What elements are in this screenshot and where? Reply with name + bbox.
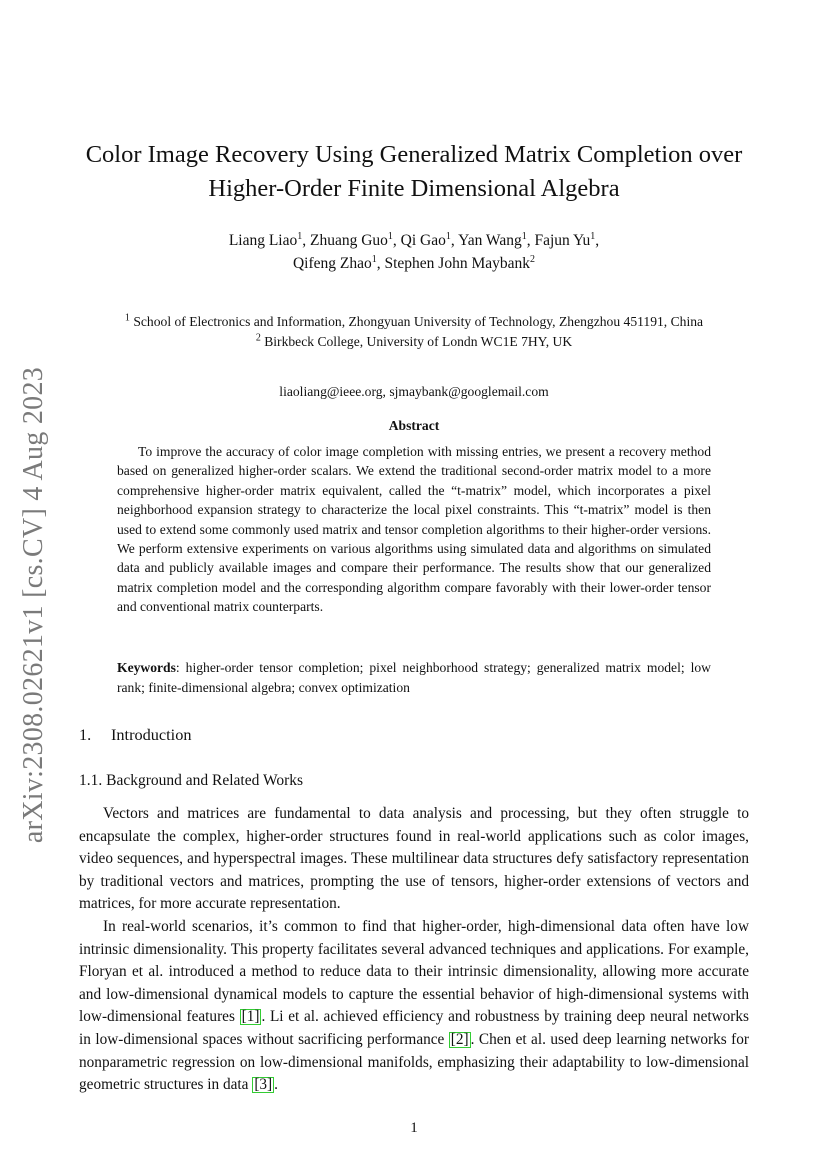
author-affil-mark: 1 — [521, 230, 527, 242]
affiliation-1 — [80, 312, 748, 332]
author-separator: , — [526, 232, 535, 249]
citation-link-2[interactable]: [2] — [450, 1030, 469, 1048]
title-line-1: Color Image Recovery Using Generalized Matrix Completion over — [85, 141, 743, 168]
author-affil-mark: 2 — [530, 253, 536, 265]
paragraph-text: In real-world scenarios, it’s common to find that higher-order, high-dimensional data often have low intrinsic dimensionality. This property facilitates several advanced techniques and applications. For example, Floryan et al. introduced a method to reduce data to their intrinsic dimensionality, allowing more accurate and low-dimensional dynamical models to capture the essential behavior of high-dimensional systems with low-dimensional features — [79, 918, 749, 1026]
keywords — [117, 658, 711, 698]
paragraph-text: . Li et al. achieved efficiency and robustness by training deep neural networks in low-dimensional spaces without sacrificing performance — [79, 1008, 749, 1048]
author-name: Stephen John Maybank — [384, 255, 531, 272]
author-separator: , — [450, 232, 459, 249]
section-heading-introduction — [79, 724, 191, 746]
arxiv-side-stamp — [14, 365, 54, 845]
citation-link-1[interactable]: [1] — [241, 1008, 260, 1026]
author-line-2 — [100, 252, 728, 275]
keywords-label: Keywords — [117, 660, 176, 675]
author-affil-mark: 1 — [590, 230, 596, 242]
section-title: Introduction — [111, 725, 192, 744]
author-name: Qi Gao — [400, 232, 446, 249]
arxiv-identifier: arXiv:2308.02621v1 [cs.CV] 4 Aug 2023 — [18, 366, 49, 844]
author-name: Qifeng Zhao — [292, 255, 372, 272]
abstract-heading: Abstract — [388, 418, 440, 433]
paper-title — [60, 138, 768, 206]
author-list — [100, 229, 728, 275]
author-affil-mark: 1 — [371, 253, 377, 265]
subsection-heading: 1.1. Background and Related Works — [79, 772, 304, 789]
keywords-text: : higher-order tensor completion; pixel neighborhood strategy; generalized matrix model; low rank; finite-dimensional algebra; convex optimization — [117, 660, 711, 695]
body-paragraph-1: Vectors and matrices are fundamental to data analysis and processing, but they often struggle to encapsulate the complex, higher-order structures found in real-world applications such as color images, video sequences, and hyperspectral images. These multilinear data structures defy satisfactory representation by traditional vectors and matrices, prompting the use of tensors, higher-order extensions of vectors and matrices, for more accurate representation. — [79, 805, 749, 913]
affiliation-text: School of Electronics and Information, Zhongyuan University of Technology, Zhengzhou 451191, China — [133, 314, 704, 329]
title-line-2: Higher-Order Finite Dimensional Algebra — [208, 175, 620, 202]
author-separator: , — [595, 232, 600, 249]
author-separator: , — [376, 255, 385, 272]
author-affil-mark: 1 — [387, 230, 393, 242]
affiliation-mark: 1 — [124, 312, 130, 324]
affiliations — [80, 312, 748, 352]
affiliation-2 — [80, 332, 748, 352]
affiliation-mark: 2 — [255, 332, 261, 344]
author-name: Yan Wang — [458, 232, 522, 249]
author-name: Fajun Yu — [534, 232, 591, 249]
page-number: 1 — [410, 1120, 418, 1136]
author-name: Zhuang Guo — [310, 232, 388, 249]
abstract-text: To improve the accuracy of color image completion with missing entries, we present a recovery method based on generalized higher-order scalars. We extend the traditional second-order matrix model to a more comprehensive higher-order matrix equivalent, called the “t-matrix” model, which incorporates a pixel neighborhood expansion strategy to characterize the local pixel constraints. This “t-matrix” model is then used to extend some commonly used matrix and tensor completion algorithms to their higher-order versions. We perform extensive experiments on various algorithms using simulated data and algorithms on simulated data and publicly available images and compare their performance. The results show that our generalized matrix completion model and the corresponding algorithm compare favorably with their lower-order tensor and conventional matrix counterparts. — [117, 444, 711, 615]
author-name: Liang Liao — [228, 232, 298, 249]
section-number: 1. — [79, 725, 92, 744]
body-paragraph-2 — [79, 916, 749, 1097]
paragraph-text: . Chen et al. used deep learning networks for nonparametric regression on low-dimensional manifolds, emphasizing their adaptability to low-dimensional geometric structures in data — [79, 1030, 749, 1094]
affiliation-text: Birkbeck College, University of Londn WC1E 7HY, UK — [264, 334, 573, 349]
author-separator: , — [302, 232, 310, 249]
author-affil-mark: 1 — [297, 230, 303, 242]
paragraph-text: . — [274, 1076, 278, 1094]
citation-link-3[interactable]: [3] — [254, 1076, 273, 1094]
author-line-1 — [100, 229, 728, 252]
author-emails[interactable]: liaoliang@ieee.org, sjmaybank@googlemail.com — [279, 384, 549, 399]
author-affil-mark: 1 — [445, 230, 451, 242]
author-separator: , — [392, 232, 401, 249]
